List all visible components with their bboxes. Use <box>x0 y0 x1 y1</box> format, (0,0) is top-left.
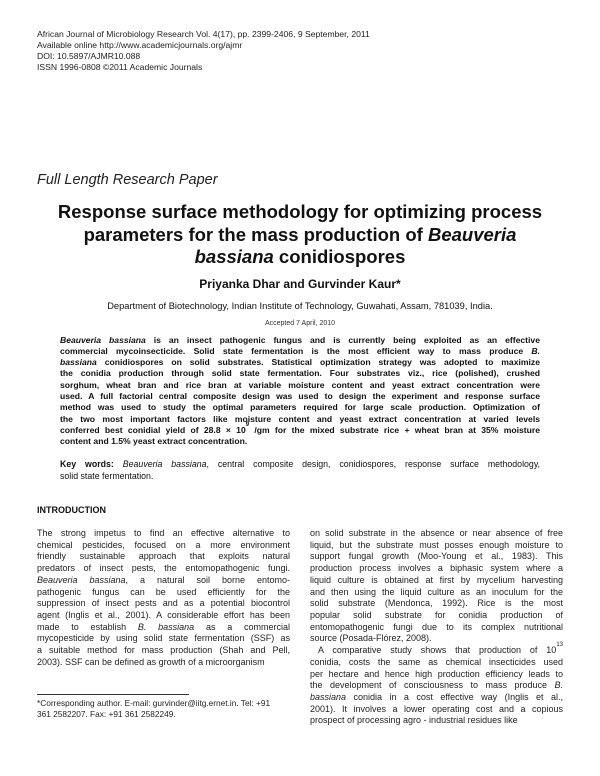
text-segment <box>114 459 123 469</box>
text-line <box>60 414 540 425</box>
text-segment: is an insect pathogenic fungus and is currently being exploited as an effective <box>145 334 540 345</box>
text-segment: predators of insect pests, the entomopathogenic fungi. <box>37 563 290 574</box>
journal-doi: DOI: 10.5897/AJMR10.088 <box>37 51 141 61</box>
text-line <box>310 633 563 645</box>
footnote-line: 361 2582207. Fax: +91 361 2582249. <box>37 708 176 719</box>
text-line <box>37 610 290 622</box>
left-column <box>37 528 290 668</box>
keywords-label: Key words: <box>60 459 114 470</box>
text-line <box>60 421 540 436</box>
authors: Priyanka Dhar and Gurvinder Kaur* <box>199 276 401 291</box>
text-segment: source (Posada-Flórez, 2008). <box>310 633 432 644</box>
text-segment: production process involves a biphasic system where a <box>310 563 563 574</box>
abstract <box>60 335 540 448</box>
title-species: Beauveria <box>427 223 517 245</box>
title-text: conidiospores <box>273 246 406 267</box>
affiliation: Department of Biotechnology, Indian Institute of Technology, Guwahati, Assam, 781039, India. <box>107 300 493 311</box>
text-line <box>37 587 290 599</box>
italic-text: Beauveria bassiana <box>122 459 207 470</box>
text-segment: content and 1.5% yeast extract concentration. <box>60 436 248 447</box>
title-line-3 <box>10 246 590 269</box>
title-species: bassiana <box>194 246 274 267</box>
text-line <box>310 622 563 634</box>
superscript: 13 <box>556 642 563 649</box>
text-segment: method was used to study the optimal parameters required for large scale production. Optimization of <box>60 402 540 413</box>
text-segment: the development of consciousness to mass produce <box>310 680 555 691</box>
text-line <box>60 436 540 447</box>
text-segment: 2001). It involves a lower operating cost and a copious <box>310 703 563 714</box>
keywords-line <box>60 471 540 482</box>
text-segment: support fungal growth (Moo-Young et al., 1983). This <box>310 551 563 562</box>
text-line <box>37 598 290 610</box>
text-line <box>60 391 540 402</box>
text-segment: The strong impetus to find an effective alternative to <box>37 528 290 539</box>
text-segment: solid substrate (Mendonca, 1992). Rice is the most <box>310 598 563 609</box>
keywords <box>60 459 540 482</box>
text-line <box>310 575 563 587</box>
text-segment: friendly sustainable approach that exploits natural <box>37 551 290 562</box>
journal-citation: African Journal of Microbiology Research Vol. 4(17), pp. 2399-2406, 9 September, 2011 <box>37 29 370 39</box>
text-line <box>60 368 540 379</box>
text-line <box>310 610 563 622</box>
text-segment: popular solid substrate for conidia production of <box>310 609 563 620</box>
text-line <box>37 645 290 657</box>
page-body <box>0 172 600 727</box>
text-line <box>310 657 563 669</box>
text-segment: conidiospores on solid substrates. Statistical optimization strategy was adopted to maximize <box>96 357 540 368</box>
text-segment: a suitable method for mass production (Shah and Pell, <box>37 645 290 656</box>
text-line <box>60 346 540 357</box>
text-segment: made to establish <box>37 621 138 632</box>
text-line <box>37 575 290 587</box>
journal-header <box>37 29 370 73</box>
text-line <box>310 528 563 540</box>
italic-text: Beauveria bassiana <box>37 574 126 585</box>
text-line <box>37 551 290 563</box>
text-segment: conidia, costs the same as chemical insecticides used <box>310 656 563 667</box>
text-line <box>37 540 290 552</box>
footnote-divider <box>37 694 189 695</box>
section-heading-introduction: INTRODUCTION <box>37 505 106 516</box>
text-line <box>310 704 563 716</box>
text-segment: chemical pesticides, focused on a more environment <box>37 539 290 550</box>
keywords-text <box>114 459 540 469</box>
text-segment: on solid substrate in the absence or near absence of free <box>310 528 563 539</box>
body-columns <box>37 528 563 727</box>
text-segment: commercial mycoinsecticide. Solid state fermentation is the most efficient way to mass produce <box>60 345 532 356</box>
italic-text: B. bassiana <box>137 621 195 632</box>
text-segment: per hectare and hence high production efficiency leads to <box>310 668 563 679</box>
text-segment: prospect of processing agro - industrial residues like <box>310 715 518 726</box>
text-segment: liquid culture is obtained at first by mycelium harvesting <box>310 574 563 585</box>
text-segment: and then using the liquid culture as an inoculum for the <box>310 586 563 597</box>
text-line <box>310 587 563 599</box>
title-text: parameters for the mass production of <box>83 223 428 245</box>
paper-type: Full Length Research Paper <box>37 172 218 188</box>
text-line <box>310 642 563 657</box>
text-segment: as a commercial <box>194 621 291 632</box>
text-segment: used. A full factorial central composite design was used to design the experiment and response surface <box>60 390 540 401</box>
paper-title <box>10 201 590 269</box>
text-line <box>310 598 563 610</box>
italic-text: Beauveria bassiana <box>60 334 146 345</box>
text-segment: /gm for the mixed substrate rice + wheat bran at 35% moisture <box>249 424 540 435</box>
text-segment: suppression of insect pests and as a potential biocontrol <box>37 598 290 609</box>
text-line <box>310 715 563 727</box>
right-column <box>310 528 563 727</box>
text-line <box>310 669 563 681</box>
text-line <box>60 380 540 391</box>
italic-text: bassiana <box>60 357 97 368</box>
title-line-2 <box>10 224 590 247</box>
text-segment: liquid, but the substrate must posses enough moisture to <box>310 539 563 550</box>
text-segment: entomopathogenic fungi due to its complex nutritional <box>310 621 563 632</box>
text-line <box>310 540 563 552</box>
footnote <box>37 698 290 720</box>
text-segment: solid state fermentation. <box>60 470 154 481</box>
left-column-wrap <box>37 528 290 719</box>
text-segment: the conidia production through solid state fermentation. Four substrates viz., rice (polished), crushed <box>60 368 540 379</box>
text-line <box>60 335 540 346</box>
text-segment: , central composite design, conidiospores, response surface methodology, <box>206 459 541 470</box>
title-line-1: Response surface methodology for optimizing process <box>57 201 543 222</box>
text-line <box>310 680 563 692</box>
text-segment: A comparative study shows that production of 10 <box>318 645 557 656</box>
text-segment: conidia in a cost effective way (Inglis et al., <box>346 691 563 702</box>
journal-issn: ISSN 1996-0808 ©2011 Academic Journals <box>37 62 203 72</box>
italic-text: B. <box>531 345 540 356</box>
text-line <box>37 633 290 645</box>
text-segment: sorghum, wheat bran and rice bran at variable moisture content and yeast extract concentration were <box>60 379 540 390</box>
accepted-date: Accepted 7 April, 2010 <box>264 319 336 327</box>
text-line <box>310 563 563 575</box>
italic-text: B. <box>554 680 563 691</box>
text-line <box>37 622 290 634</box>
text-segment: mycopesticide by using solid state fermentation (SSF) as <box>37 633 290 644</box>
text-line <box>37 528 290 540</box>
text-line <box>37 657 290 669</box>
text-segment: , a natural soil borne entomo- <box>125 574 290 585</box>
text-segment: pathogenic fungus can be used efficiently for the <box>37 586 290 597</box>
text-line <box>37 563 290 575</box>
superscript: 9 <box>245 421 250 428</box>
text-line <box>60 357 540 368</box>
italic-text: bassiana <box>310 691 347 702</box>
text-segment: the two most important factors like moisture content and yeast extract concentration at varied levels <box>60 413 540 424</box>
footnote-line: *Corresponding author. E-mail: gurvinder@iitg.ernet.in. Tel: +91 <box>37 697 271 708</box>
journal-url: Available online http://www.academicjournals.org/ajmr <box>37 40 243 50</box>
text-segment: conferred best conidial yield of 28.8 × 10 <box>60 424 246 435</box>
text-segment: agent (Inglis et al., 2001). A considerable effort has been <box>37 609 290 620</box>
text-line <box>60 402 540 413</box>
keywords-line <box>60 459 540 470</box>
text-segment: 2003). SSF can be defined as growth of a microorganism <box>37 656 265 667</box>
text-line <box>310 692 563 704</box>
text-line <box>310 551 563 563</box>
